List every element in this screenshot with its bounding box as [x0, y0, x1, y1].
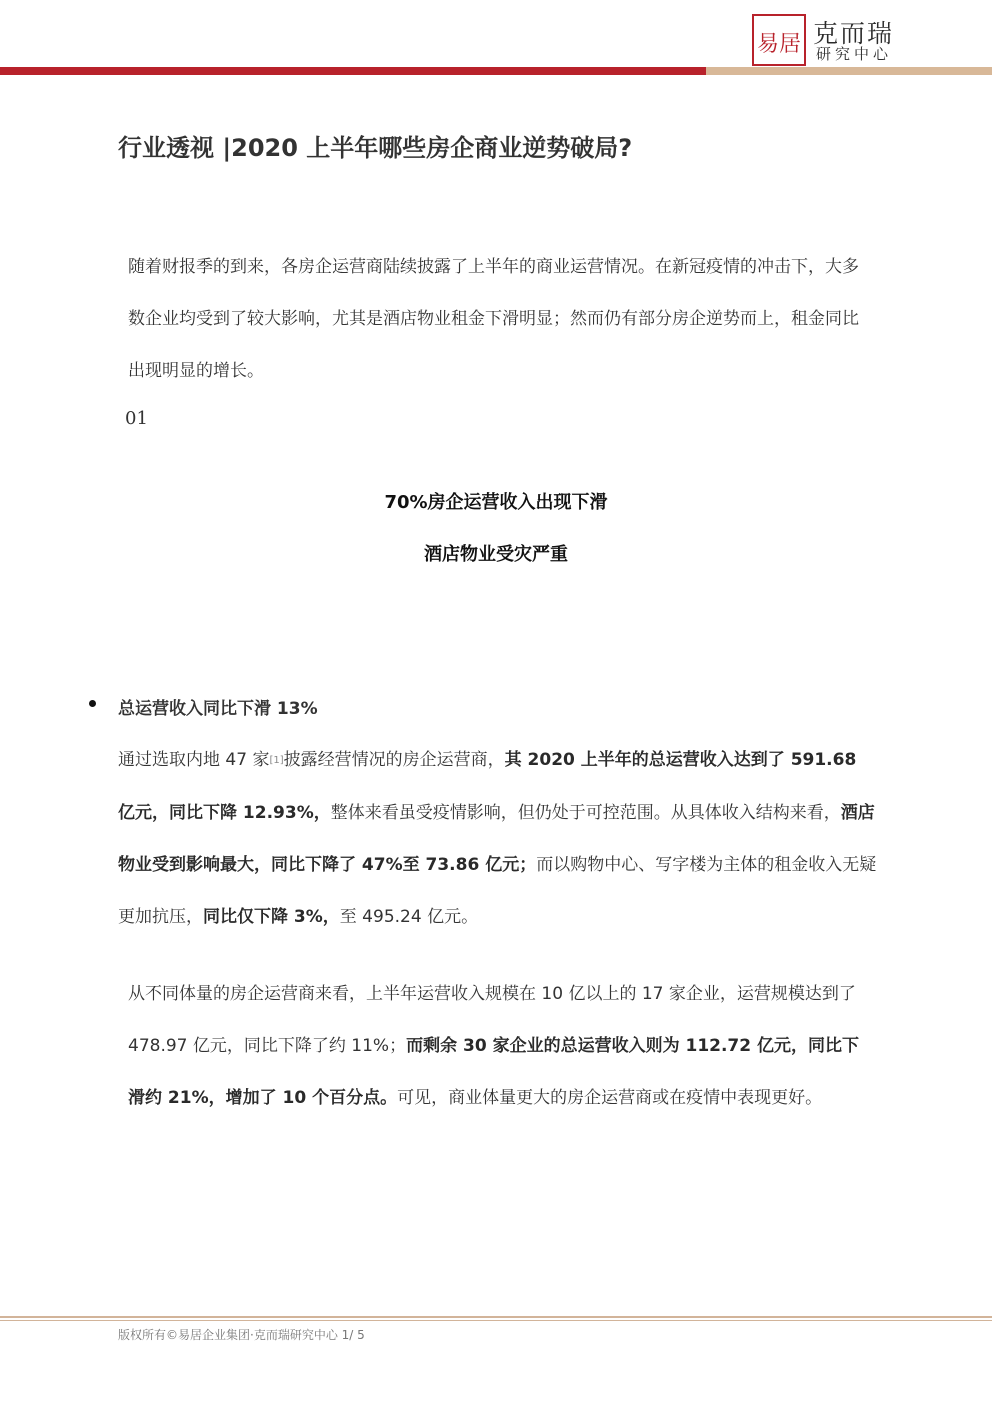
para2-text-2: 可见，商业体量更大的房企运营商或在疫情中表现更好。	[397, 1088, 823, 1108]
intro-paragraph: 随着财报季的到来，各房企运营商陆续披露了上半年的商业运营情况。在新冠疫情的冲击下，大多数企业均受到了较大影响，尤其是酒店物业租金下滑明显；然而仍有部分房企逆势而上，租金同比出现明显的增长。	[128, 257, 859, 381]
para1-bold-2: 酒店物业受到影响最大，同比下降了 47%至 73.86 亿元；	[118, 803, 875, 875]
header-bar-red	[0, 67, 706, 75]
para1-text-4: 而以购物中心、写字楼为主体的租金收入无疑更加抗压，	[118, 855, 877, 927]
logo-char: 易居	[756, 32, 802, 57]
para1-text-5: 至 495.24 亿元。	[339, 907, 479, 927]
para1-bold-3: 同比仅下降 3%，	[203, 907, 340, 927]
para2-text-1: 从不同体量的房企运营商来看，上半年运营收入规模在 10 亿以上的 17 家企业，运营规模达到了 478.97 亿元，同比下降了约 11%；	[128, 984, 856, 1056]
logo-name: 克而瑞	[813, 19, 895, 48]
section-heading-line2: 酒店物业受灾严重	[424, 544, 568, 565]
para1-text-3: 整体来看虽受疫情影响，但仍处于可控范围。从具体收入结构来看，	[330, 803, 841, 823]
body-paragraph-2	[128, 968, 868, 1124]
logo-subtitle: 研究中心	[816, 45, 893, 63]
para1-text-1: 通过选取内地 47 家	[118, 750, 270, 770]
bullet-heading: 总运营收入同比下滑 13%	[118, 699, 318, 719]
section-number: 01	[125, 408, 148, 429]
footer-rule-thin	[0, 1320, 992, 1321]
para1-text-2: 披露经营情况的房企运营商，	[283, 750, 505, 770]
footer-rule	[0, 1316, 992, 1318]
section-heading-line1: 70%房企运营收入出现下滑	[384, 492, 608, 513]
page-title: 行业透视 |2020 上半年哪些房企商业逆势破局?	[118, 134, 633, 162]
header-bar-tan	[706, 67, 992, 75]
footer-copyright: 版权所有©易居企业集团·克而瑞研究中心 1/ 5	[118, 1328, 365, 1342]
logo-icon	[752, 14, 806, 66]
para1-bold-1: 其 2020 上半年的总运营收入达到了 591.68 亿元，同比下降 12.93%，	[118, 750, 857, 823]
para2-bold-1: 而剩余 30 家企业的总运营收入则为 112.72 亿元，同比下滑约 21%，增加了 10 个百分点。	[128, 1036, 860, 1108]
body-paragraph-1	[118, 734, 878, 943]
bullet-icon	[89, 700, 96, 707]
footnote-ref[interactable]: [1]	[269, 755, 284, 766]
